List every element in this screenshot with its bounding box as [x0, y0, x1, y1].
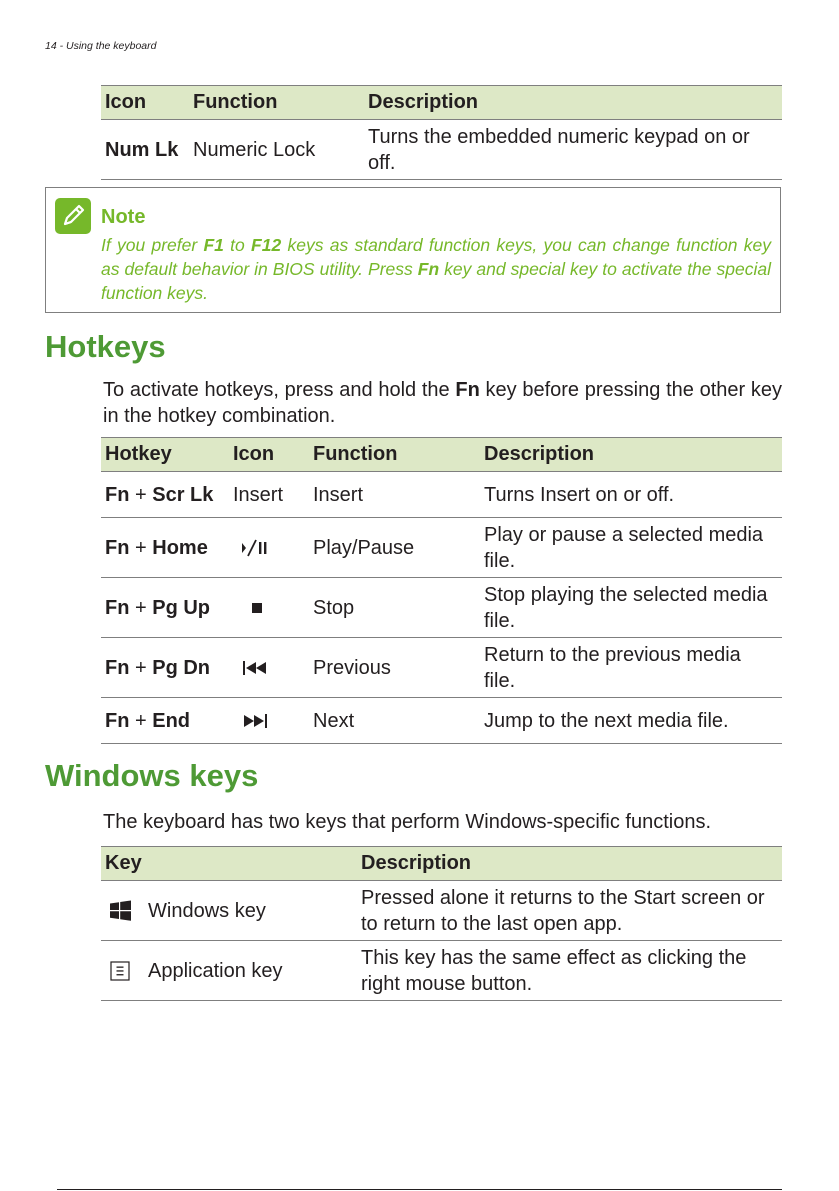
- hotkey-function: Next: [309, 698, 480, 744]
- hotkey-description: Stop playing the selected media file.: [480, 578, 782, 638]
- hotkey-description: Jump to the next media file.: [480, 698, 782, 744]
- note-body: If you prefer F1 to F12 keys as standard function keys, you can change function key as default behavior in BIOS utility. Press Fn key and special key to activate the special function keys.: [101, 235, 771, 303]
- stop-icon: [237, 598, 279, 618]
- hotkey-combo: Fn + Pg Dn: [101, 638, 229, 698]
- footer-divider: [57, 1189, 782, 1190]
- hotkey-combo: Fn + Scr Lk: [101, 472, 229, 518]
- table-header-row: [101, 847, 782, 881]
- hotkey-description: Turns Insert on or off.: [480, 472, 782, 518]
- table-row: [101, 638, 782, 698]
- table-row: [101, 578, 782, 638]
- insert-label: Insert: [229, 472, 309, 518]
- windows-keys-table: [101, 846, 782, 1001]
- application-key-description: This key has the same effect as clicking the right mouse button.: [357, 941, 782, 1001]
- hotkey-combo: Fn + End: [101, 698, 229, 744]
- table-row: [101, 698, 782, 744]
- windows-key-description: Pressed alone it returns to the Start screen or to return to the last open app.: [357, 881, 782, 941]
- hotkey-function: Previous: [309, 638, 480, 698]
- table-header-row: [101, 86, 782, 120]
- col-header-key: Key: [101, 847, 357, 881]
- pencil-icon: [55, 198, 91, 234]
- hotkey-description: Play or pause a selected media file.: [480, 518, 782, 578]
- note-box: [45, 187, 781, 313]
- windows-logo-icon: [109, 899, 133, 923]
- col-header-icon: Icon: [229, 438, 309, 472]
- page-header: 14 - Using the keyboard: [45, 40, 157, 52]
- hotkey-function: Insert: [309, 472, 480, 518]
- col-header-description: Description: [357, 847, 782, 881]
- play-pause-icon: [237, 538, 279, 558]
- hotkeys-table: [101, 437, 782, 744]
- fn-key: Fn: [417, 259, 440, 279]
- note-title: Note: [101, 206, 146, 228]
- windows-keys-intro: The keyboard has two keys that perform Windows-specific functions.: [103, 811, 712, 833]
- next-icon: [237, 711, 279, 731]
- hotkey-description: Return to the previous media file.: [480, 638, 782, 698]
- col-header-description: Description: [480, 438, 782, 472]
- previous-icon: [237, 658, 279, 678]
- hotkeys-intro: To activate hotkeys, press and hold the Fn key before pressing the other key in the hotkey combination.: [103, 379, 782, 427]
- table-header-row: [101, 438, 782, 472]
- lock-key-label: Num Lk: [101, 120, 189, 180]
- col-header-description: Description: [364, 86, 782, 120]
- application-key-icon: [109, 959, 133, 983]
- hotkey-function: Stop: [309, 578, 480, 638]
- col-header-hotkey: Hotkey: [101, 438, 229, 472]
- lock-function: Numeric Lock: [189, 120, 364, 180]
- col-header-function: Function: [189, 86, 364, 120]
- windows-keys-heading: Windows keys: [45, 758, 259, 793]
- f1-key: F1: [203, 235, 224, 255]
- f12-key: F12: [251, 235, 282, 255]
- col-header-function: Function: [309, 438, 480, 472]
- table-row: [101, 120, 782, 180]
- hotkeys-heading: Hotkeys: [45, 329, 166, 364]
- table-row: [101, 472, 782, 518]
- table-row: [101, 881, 782, 941]
- lock-keys-table: [101, 85, 782, 180]
- hotkey-combo: Fn + Home: [101, 518, 229, 578]
- hotkey-function: Play/Pause: [309, 518, 480, 578]
- windows-key-label: Windows key: [148, 899, 266, 922]
- table-row: [101, 518, 782, 578]
- application-key-label: Application key: [148, 959, 283, 982]
- lock-description: Turns the embedded numeric keypad on or off.: [364, 120, 782, 180]
- hotkey-combo: Fn + Pg Up: [101, 578, 229, 638]
- table-row: [101, 941, 782, 1001]
- col-header-icon: Icon: [101, 86, 189, 120]
